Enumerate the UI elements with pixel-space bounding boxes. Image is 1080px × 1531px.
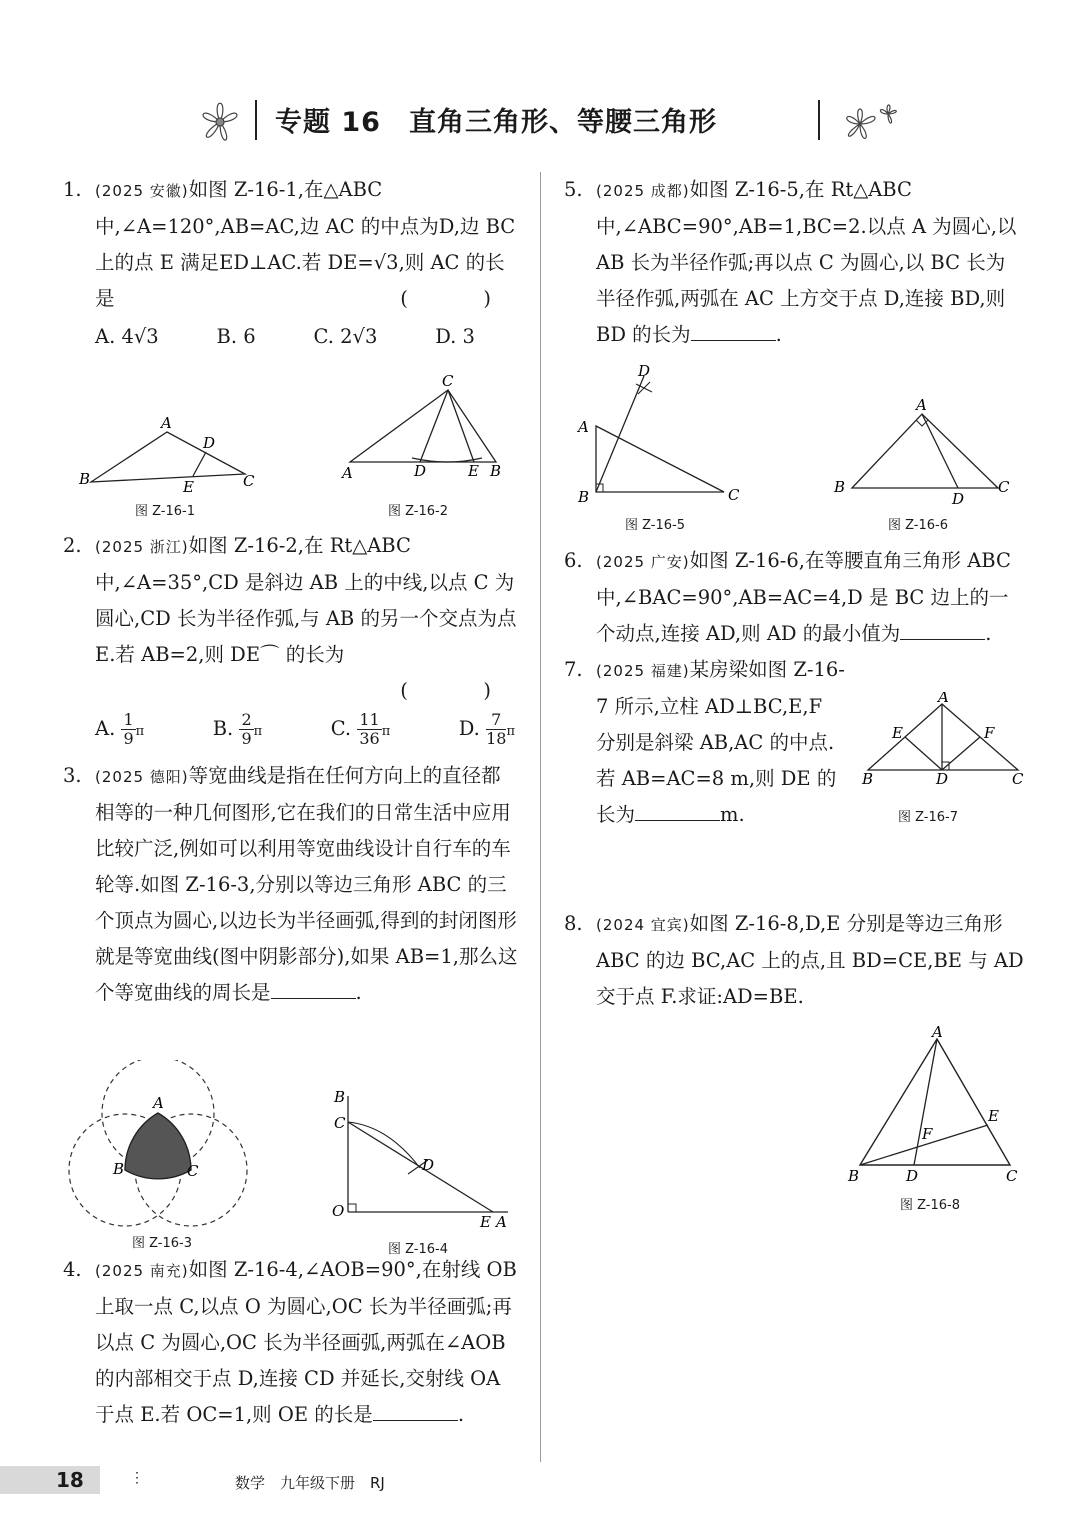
- figure-z16-7: [858, 692, 1028, 792]
- caption-z16-4: 图 Z-16-4: [388, 1242, 449, 1257]
- question-number: 6.: [564, 549, 583, 572]
- label-a: A: [932, 1025, 943, 1041]
- question-source: (2025 南充): [95, 1262, 189, 1280]
- figure-z16-8: [842, 1025, 1027, 1190]
- caption-z16-3: 图 Z-16-3: [132, 1236, 193, 1251]
- question-source: (2024 宜宾): [596, 916, 690, 934]
- question-source: (2025 德阳): [95, 768, 189, 786]
- answer-blank[interactable]: [271, 976, 356, 999]
- label-f: F: [984, 724, 995, 742]
- caption-z16-2: 图 Z-16-2: [388, 504, 449, 519]
- label-c: C: [728, 486, 740, 504]
- label-c: C: [1006, 1167, 1018, 1185]
- question-text: 如图 Z-16-8,D,E 分别是等边三角形 ABC 的边 BC,AC 上的点,且 BD=CE,BE 与 AD 交于点 F.求证:AD=BE.: [596, 912, 1024, 1008]
- question-number: 1.: [63, 178, 82, 201]
- option-b: B. $\frac{2}{9}$ π: [212, 710, 263, 748]
- page-number: 18: [0, 1466, 100, 1494]
- question-number: 3.: [63, 764, 82, 787]
- label-o: O: [332, 1202, 345, 1220]
- option-d: D. 3: [435, 325, 475, 348]
- answer-blank[interactable]: [900, 617, 985, 640]
- label-e: E: [988, 1107, 999, 1125]
- left-column-2: [63, 528, 519, 1011]
- answer-paren: ( ): [400, 679, 519, 702]
- caption-z16-8: 图 Z-16-8: [900, 1198, 961, 1213]
- label-c: C: [442, 372, 454, 390]
- label-a: A: [938, 692, 949, 706]
- option-d: D. $\frac{7}{18}$ π: [458, 710, 515, 748]
- options: [95, 711, 515, 750]
- question-source: (2025 成都): [596, 182, 690, 200]
- figure-z16-2: [338, 370, 508, 485]
- label-d: D: [952, 490, 965, 507]
- label-b: B: [490, 462, 502, 480]
- label-c: C: [1012, 770, 1024, 788]
- footer-dot: ⋮: [130, 1470, 144, 1486]
- figure-z16-3: [65, 1060, 250, 1235]
- label-a: A: [496, 1213, 507, 1231]
- label-c: C: [243, 472, 255, 490]
- caption-z16-6: 图 Z-16-6: [888, 518, 949, 533]
- question-source: (2025 安徽): [95, 182, 189, 200]
- figure-z16-5: [572, 362, 752, 512]
- answer-blank[interactable]: [691, 318, 776, 341]
- question-2: [63, 528, 519, 750]
- label-b: B: [578, 488, 590, 506]
- question-source: (2025 浙江): [95, 538, 189, 556]
- title-bar-right: [818, 100, 820, 140]
- option-a: A. 4√3: [95, 325, 159, 348]
- left-column: [63, 172, 519, 355]
- question-number: 2.: [63, 534, 82, 557]
- label-e: E: [892, 724, 903, 742]
- label-b: B: [848, 1167, 860, 1185]
- left-column-3: [63, 1252, 519, 1433]
- label-d: D: [414, 462, 427, 480]
- label-a: A: [342, 464, 353, 482]
- question-4: 4. (2025 南充)如图 Z-16-4,∠AOB=90°,在射线 OB 上取一点 C,以点 O 为圆心,OC 长为半径画弧;再以点 C 为圆心,OC 长为半径画弧,两弧在∠AOB 的内部相交于点 D,连接 CD 并延长,交射线 OA 于点 E.若 OC=1,则 OE 的长是 .: [95, 1252, 519, 1433]
- label-c: C: [334, 1114, 346, 1132]
- label-a: A: [153, 1094, 164, 1112]
- question-source: (2025 广安): [596, 553, 690, 571]
- label-b: B: [862, 770, 874, 788]
- question-text: 如图 Z-16-1,在△ABC 中,∠A=120°,AB=AC,边 AC 的中点为D,边 BC 上的点 E 满足ED⊥AC.若 DE=√3,则 AC 的长是: [95, 178, 516, 310]
- label-b: B: [834, 478, 846, 496]
- label-e: E: [468, 462, 479, 480]
- footer-text: 数学 九年级下册 RJ: [235, 1474, 385, 1492]
- label-d: D: [203, 434, 216, 452]
- question-text: 如图 Z-16-2,在 Rt△ABC 中,∠A=35°,CD 是斜边 AB 上的中线,以点 C 为圆心,CD 长为半径作弧,与 AB 的另一个交点为点 E.若 AB=2,则 DE⌒ 的长为: [95, 534, 517, 666]
- answer-blank[interactable]: [373, 1398, 458, 1421]
- label-c: C: [187, 1162, 199, 1180]
- label-e: E: [183, 478, 194, 495]
- answer-blank[interactable]: [635, 798, 720, 821]
- page-title: 专题 16 直角三角形、等腰三角形: [275, 107, 717, 138]
- question-6: 6. (2025 广安)如图 Z-16-6,在等腰直角三角形 ABC 中,∠BAC=90°,AB=AC=4,D 是 BC 边上的一个动点,连接 AD,则 AD 的最小值为 .: [596, 543, 1024, 652]
- question-number: 7.: [564, 658, 583, 681]
- question-8: [564, 906, 1024, 1015]
- label-b: B: [79, 470, 91, 488]
- options: [95, 319, 475, 355]
- label-d: D: [936, 770, 949, 788]
- label-a: A: [578, 418, 589, 436]
- title-bar-left: [255, 100, 257, 140]
- label-d: D: [638, 362, 651, 380]
- figure-z16-6: [828, 392, 1018, 507]
- column-divider: [540, 172, 541, 1462]
- label-d: D: [906, 1167, 919, 1185]
- question-3: 3. (2025 德阳)等宽曲线是指在任何方向上的直径都相等的一种几何图形,它在我们的日常生活中应用比较广泛,例如可以利用等宽曲线设计自行车的车轮等.如图 Z-16-3,分别以等边三角形 ABC 的三个顶点为圆心,以边长为半径画弧,得到的封闭图形就是等宽曲线(图中阴影部分),如果 AB=1,那么这个等宽曲线的周长是 .: [95, 758, 519, 1011]
- question-number: 8.: [564, 912, 583, 935]
- label-f: F: [922, 1125, 933, 1143]
- caption-z16-5: 图 Z-16-5: [625, 518, 686, 533]
- question-text: 如图 Z-16-4,∠AOB=90°,在射线 OB 上取一点 C,以点 O 为圆心,OC 长为半径画弧;再以点 C 为圆心,OC 长为半径画弧,两弧在∠AOB 的内部相交于点 D,连接 CD 并延长,交射线 OA 于点 E.若 OC=1,则 OE 的长是: [95, 1258, 517, 1426]
- option-a: A. $\frac{1}{9}$ π: [95, 710, 145, 748]
- question-text: 如图 Z-16-6,在等腰直角三角形 ABC 中,∠BAC=90°,AB=AC=4,D 是 BC 边上的一个动点,连接 AD,则 AD 的最小值为: [596, 549, 1011, 645]
- label-d: D: [422, 1156, 435, 1174]
- question-text: 等宽曲线是指在任何方向上的直径都相等的一种几何图形,它在我们的日常生活中应用比较广泛,例如可以利用等宽曲线设计自行车的车轮等.如图 Z-16-3,分别以等边三角形 ABC 的三个顶点为圆心,以边长为半径画弧,得到的封闭图形就是等宽曲线(图中阴影部分),如果 AB=1,那么这个等宽曲线的周长是: [95, 764, 518, 1004]
- label-e: E: [480, 1213, 491, 1231]
- caption-z16-7: 图 Z-16-7: [898, 810, 959, 825]
- label-a: A: [916, 396, 927, 414]
- question-1: [63, 172, 519, 355]
- figure-z16-1: [75, 410, 265, 495]
- right-column-3: [564, 906, 1024, 1015]
- question-text: 某房梁如图 Z-16-7 所示,立柱 AD⊥BC,E,F 分别是斜梁 AB,AC 的中点.若 AB=AC=8 m,则 DE 的长为: [596, 658, 845, 826]
- answer-paren: ( ): [400, 287, 519, 310]
- option-c: C. $\frac{11}{36}$ π: [330, 710, 391, 748]
- question-5: 5. (2025 成都)如图 Z-16-5,在 Rt△ABC 中,∠ABC=90°,AB=1,BC=2.以点 A 为圆心,以 AB 长为半径作弧;再以点 C 为圆心,以 BC 长为半径作弧,两弧在 AC 上方交于点 D,连接 BD,则 BD 的长为 .: [596, 172, 1024, 353]
- option-b: B. 6: [216, 325, 256, 348]
- question-text: 如图 Z-16-5,在 Rt△ABC 中,∠ABC=90°,AB=1,BC=2.以点 A 为圆心,以 AB 长为半径作弧;再以点 C 为圆心,以 BC 长为半径作弧,两弧在 AC 上方交于点 D,连接 BD,则 BD 的长为: [596, 178, 1017, 346]
- question-source: (2025 福建): [596, 662, 690, 680]
- label-b: B: [113, 1160, 125, 1178]
- label-b: B: [334, 1088, 346, 1106]
- flower-right-icon: [847, 105, 896, 138]
- question-7: 7. (2025 福建)某房梁如图 Z-16-7 所示,立柱 AD⊥BC,E,F 分别是斜梁 AB,AC 的中点.若 AB=AC=8 m,则 DE 的长为 m.: [596, 652, 846, 833]
- question-number: 4.: [63, 1258, 82, 1281]
- caption-z16-1: 图 Z-16-1: [135, 504, 196, 519]
- right-column: [564, 172, 1024, 353]
- question-number: 5.: [564, 178, 583, 201]
- label-c: C: [998, 478, 1010, 496]
- flower-left-icon: [203, 103, 237, 140]
- figure-z16-4: [328, 1088, 518, 1233]
- label-a: A: [161, 414, 172, 432]
- option-c: C. 2√3: [313, 325, 378, 348]
